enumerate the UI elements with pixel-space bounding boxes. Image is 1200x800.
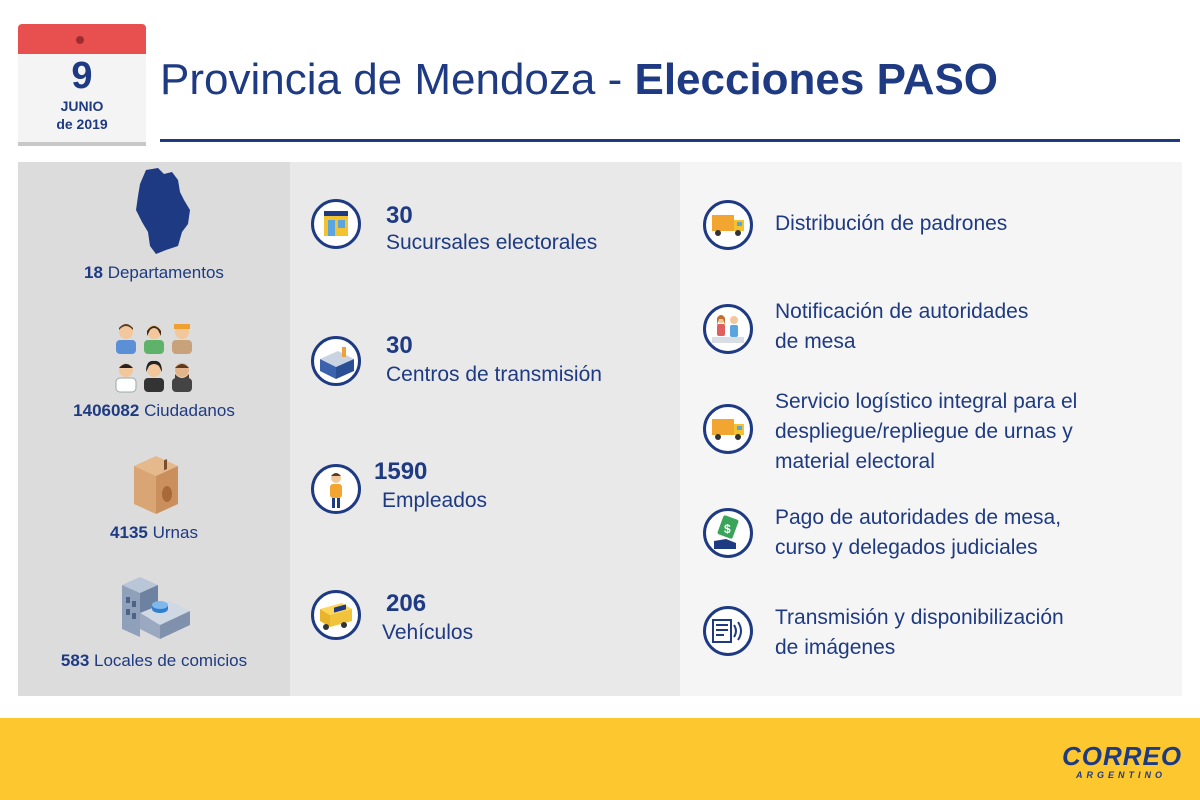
- resource-centros-value: 30: [386, 332, 413, 359]
- resource-empleados-label: Empleados: [382, 489, 488, 512]
- branch-office-icon: [311, 199, 361, 249]
- stat-ciudadanos: 1406082 Ciudadanos: [73, 401, 235, 420]
- stat-urnas: 4135 Urnas: [110, 523, 198, 542]
- calendar-month: JUNIO: [60, 98, 104, 114]
- service-notificacion: Notificación de autoridades de mesa: [775, 300, 1029, 353]
- service-pago: Pago de autoridades de mesa, curso y delegados judiciales: [775, 506, 1062, 559]
- logo-sub-text: ARGENTINO: [1076, 770, 1166, 780]
- resource-sucursales-label: Sucursales electorales: [386, 231, 598, 254]
- logo-main-text: CORREO: [1062, 741, 1183, 771]
- resource-empleados-value: 1590: [374, 458, 428, 485]
- image-transmission-icon: [703, 606, 753, 656]
- calendar-badge: [18, 24, 146, 150]
- service-logistico: Servicio logístico integral para el despliegue/repliegue de urnas y material electoral: [775, 390, 1078, 473]
- service-padrones: Distribución de padrones: [775, 212, 1008, 235]
- calendar-header: [18, 24, 146, 54]
- correo-argentino-logo: [1062, 741, 1183, 784]
- resource-vehiculos-value: 206: [386, 590, 427, 617]
- ballot-box-icon: [130, 452, 182, 521]
- logistics-truck-icon: [703, 404, 753, 454]
- service-transmision: Transmisión y disponibilización de imágenes: [775, 606, 1064, 659]
- calendar-day: 9: [71, 55, 93, 97]
- resource-vehiculos-label: Vehículos: [382, 621, 474, 644]
- page-title: [160, 52, 998, 108]
- title-light: Provincia de Mendoza -: [160, 55, 635, 104]
- resource-centros-label: Centros de transmisión: [386, 363, 602, 386]
- notification-people-icon: [703, 304, 753, 354]
- stat-departamentos: 18 Departamentos: [84, 263, 224, 282]
- stat-locales: 583 Locales de comicios: [60, 651, 248, 670]
- mendoza-map-icon: [128, 166, 198, 261]
- polling-building-icon: [118, 575, 194, 646]
- payment-icon: [703, 508, 753, 558]
- employee-icon: [311, 464, 361, 514]
- title-underline: [160, 139, 1180, 142]
- citizens-icon: [112, 322, 198, 401]
- resource-sucursales-value: 30: [386, 202, 413, 229]
- calendar-year: de 2019: [56, 116, 108, 132]
- truck-icon: [311, 590, 361, 640]
- delivery-truck-icon: [703, 200, 753, 250]
- footer-bar: [0, 718, 1200, 800]
- svg-text:$: $: [724, 522, 731, 536]
- transmission-center-icon: [311, 336, 361, 386]
- calendar-ring-icon: [76, 36, 84, 44]
- title-bold: Elecciones PASO: [634, 55, 999, 104]
